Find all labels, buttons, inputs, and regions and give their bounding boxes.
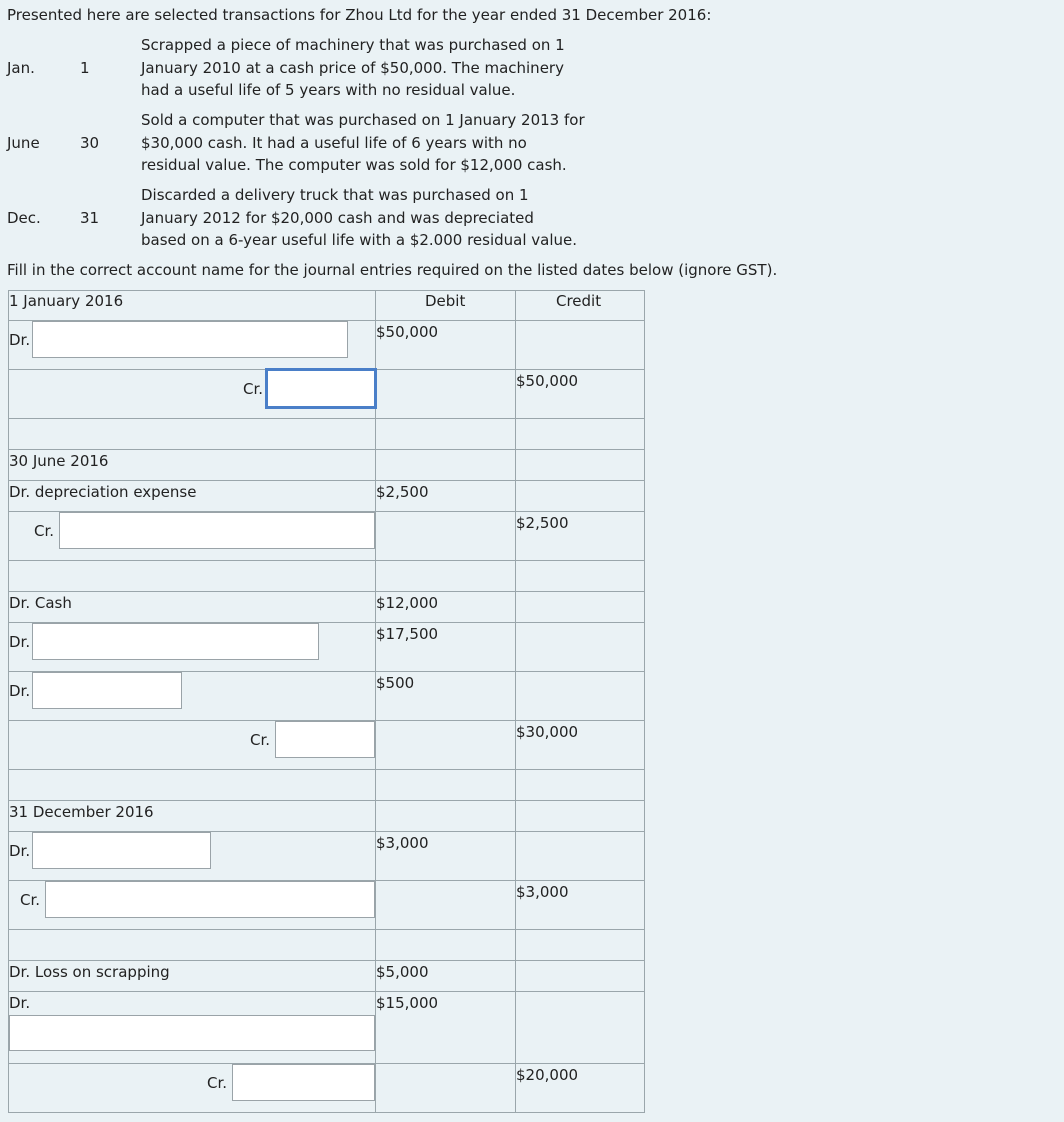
row-line — [8, 929, 644, 930]
cr-label: Cr. — [250, 731, 271, 749]
table-header-date: 1 January 2016 — [9, 292, 124, 310]
txn-line: January 2012 for $20,000 cash and was depreciated — [141, 208, 534, 227]
june-debit-account-input-2[interactable] — [32, 672, 182, 709]
june-date-label: 30 June 2016 — [9, 452, 109, 470]
row-line — [8, 769, 644, 770]
table-header-credit: Credit — [556, 292, 602, 310]
row-line — [8, 449, 644, 450]
row-line — [8, 991, 644, 992]
txn-line: Scrapped a piece of machinery that was purchased on 1 — [141, 36, 565, 54]
jan-debit-amount: $50,000 — [376, 323, 439, 341]
dec-debit-amount-1: $3,000 — [376, 834, 429, 852]
txn-day-june: 30 — [80, 134, 100, 152]
row-line — [8, 418, 644, 419]
june-credit-amount: $30,000 — [516, 723, 579, 741]
dec-loss-debit: $5,000 — [376, 963, 429, 981]
dec-debit-account-input-1[interactable] — [32, 832, 211, 869]
dec-debit-account-input-2[interactable] — [9, 1015, 375, 1051]
row-line — [8, 560, 644, 561]
june-depreciation-credit: $2,500 — [516, 514, 569, 532]
txn-month-june: June — [7, 134, 40, 152]
row-line — [8, 290, 644, 291]
instruction-text: Fill in the correct account name for the journal entries required on the listed dates below (ignore GST). — [7, 261, 778, 279]
june-depreciation-debit: $2,500 — [376, 483, 429, 501]
table-border-right — [644, 290, 645, 1113]
txn-description-jan — [141, 34, 565, 102]
june-depreciation-label: Dr. depreciation expense — [9, 483, 197, 501]
dec-credit-account-input-1[interactable] — [45, 881, 375, 918]
txn-description-june — [141, 109, 585, 177]
dec-debit-amount-2: $15,000 — [376, 994, 439, 1012]
table-col-divider-debit — [375, 290, 376, 1113]
row-line — [8, 960, 644, 961]
table-header-debit: Debit — [425, 292, 466, 310]
june-cash-label: Dr. Cash — [9, 594, 72, 612]
jan-credit-amount: $50,000 — [516, 372, 579, 390]
txn-line: based on a 6-year useful life with a $2.000 residual value. — [141, 231, 578, 249]
june-debit-amount-2: $17,500 — [376, 625, 439, 643]
dec-loss-label: Dr. Loss on scrapping — [9, 963, 170, 981]
txn-line: residual value. The computer was sold for $12,000 cash. — [141, 156, 567, 174]
txn-day-dec: 31 — [80, 209, 100, 227]
txn-month-jan: Jan. — [7, 59, 35, 77]
table-border-left — [8, 290, 9, 1113]
dr-label: Dr. — [9, 633, 31, 651]
cr-label: Cr. — [20, 891, 41, 909]
txn-day-jan: 1 — [80, 59, 90, 77]
june-debit-amount-3: $500 — [376, 674, 415, 692]
june-cash-debit: $12,000 — [376, 594, 439, 612]
dec-credit-amount-2: $20,000 — [516, 1066, 579, 1084]
cr-label: Cr. — [207, 1074, 228, 1092]
dr-label: Dr. — [9, 331, 31, 349]
june-credit-account-input-2[interactable] — [275, 721, 375, 758]
txn-line: had a useful life of 5 years with no residual value. — [141, 81, 516, 99]
dec-date-label: 31 December 2016 — [9, 803, 154, 821]
june-debit-account-input-1[interactable] — [32, 623, 319, 660]
txn-line: $30,000 cash. It had a useful life of 6 years with no — [141, 133, 527, 152]
cr-label: Cr. — [34, 522, 55, 540]
jan-debit-account-input[interactable] — [32, 321, 348, 358]
row-line — [8, 591, 644, 592]
june-credit-account-input-1[interactable] — [59, 512, 375, 549]
dec-credit-account-input-2[interactable] — [232, 1064, 375, 1101]
table-col-divider-credit — [515, 290, 516, 1113]
intro-text: Presented here are selected transactions for Zhou Ltd for the year ended 31 December 2016: — [7, 6, 712, 24]
row-line — [8, 480, 644, 481]
dr-label: Dr. — [9, 994, 31, 1012]
dr-label: Dr. — [9, 842, 31, 860]
dec-credit-amount-1: $3,000 — [516, 883, 569, 901]
txn-line: January 2010 at a cash price of $50,000. The machinery — [141, 58, 564, 77]
txn-line: Discarded a delivery truck that was purchased on 1 — [141, 186, 529, 204]
txn-line: Sold a computer that was purchased on 1 January 2013 for — [141, 111, 585, 129]
row-line — [8, 1112, 644, 1113]
row-line — [8, 800, 644, 801]
cr-label: Cr. — [243, 380, 264, 398]
dr-label: Dr. — [9, 682, 31, 700]
jan-credit-account-input[interactable] — [265, 368, 377, 409]
txn-description-dec — [141, 184, 577, 252]
txn-month-dec: Dec. — [7, 209, 41, 227]
